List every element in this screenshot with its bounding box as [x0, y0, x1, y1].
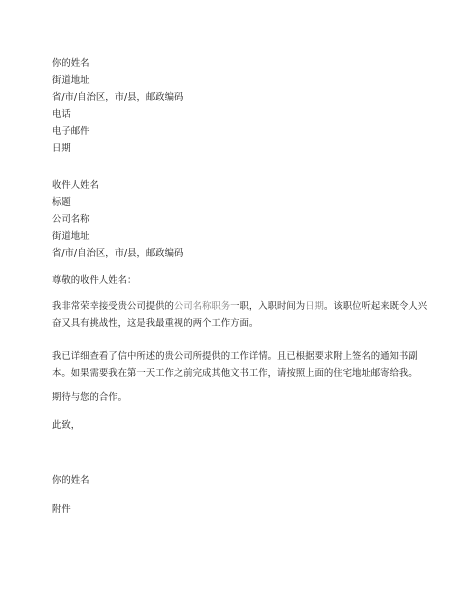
recipient-name: 收件人姓名 — [52, 180, 99, 191]
start-date-placeholder: 日期 — [305, 301, 324, 312]
sender-street: 街道地址 — [52, 75, 90, 86]
recipient-company: 公司名称 — [52, 214, 90, 225]
letter-date: 日期 — [52, 143, 71, 154]
recipient-street: 街道地址 — [52, 231, 90, 242]
salutation-text: 尊敬的收件人姓名： — [52, 275, 137, 286]
closing-text: 此致， — [52, 420, 81, 431]
closing — [52, 417, 432, 434]
body-paragraph-1 — [52, 298, 430, 332]
recipient-address-block — [52, 177, 432, 262]
signature-name-block — [52, 472, 432, 489]
enclosure-block — [52, 501, 432, 518]
recipient-city-line: 省/市/自治区，市/县，邮政编码 — [52, 248, 184, 259]
sender-name: 你的姓名 — [52, 58, 90, 69]
recipient-title: 标题 — [52, 197, 71, 208]
sender-address-block — [52, 55, 432, 157]
sender-email: 电子邮件 — [52, 126, 90, 137]
sender-city-line: 省/市/自治区，市/县，邮政编码 — [52, 92, 184, 103]
position-placeholder: 公司名称职务 — [173, 301, 231, 312]
para1-text-3: 。该职位听起来既令人兴奋又具有挑战性，这是我最重视的两个工作方面。 — [52, 301, 428, 329]
body-paragraph-2: 我已详细查看了信中所述的贵公司所提供的工作详情。且已根据要求附上签名的通知书副本。如果需要我在第一天工作之前完成其他文书工作，请按照上面的住宅地址邮寄给我。 — [52, 351, 418, 379]
body-paragraph-3 — [52, 389, 432, 406]
enclosure-text: 附件 — [52, 504, 71, 515]
para3-text: 期待与您的合作。 — [52, 392, 128, 403]
salutation — [52, 272, 432, 289]
signature-name: 你的姓名 — [52, 475, 90, 486]
sender-phone: 电话 — [52, 109, 71, 120]
para1-text-2: 一职，入职时间为 — [230, 301, 306, 312]
para1-text-1: 我非常荣幸接受贵公司提供的 — [52, 301, 174, 312]
